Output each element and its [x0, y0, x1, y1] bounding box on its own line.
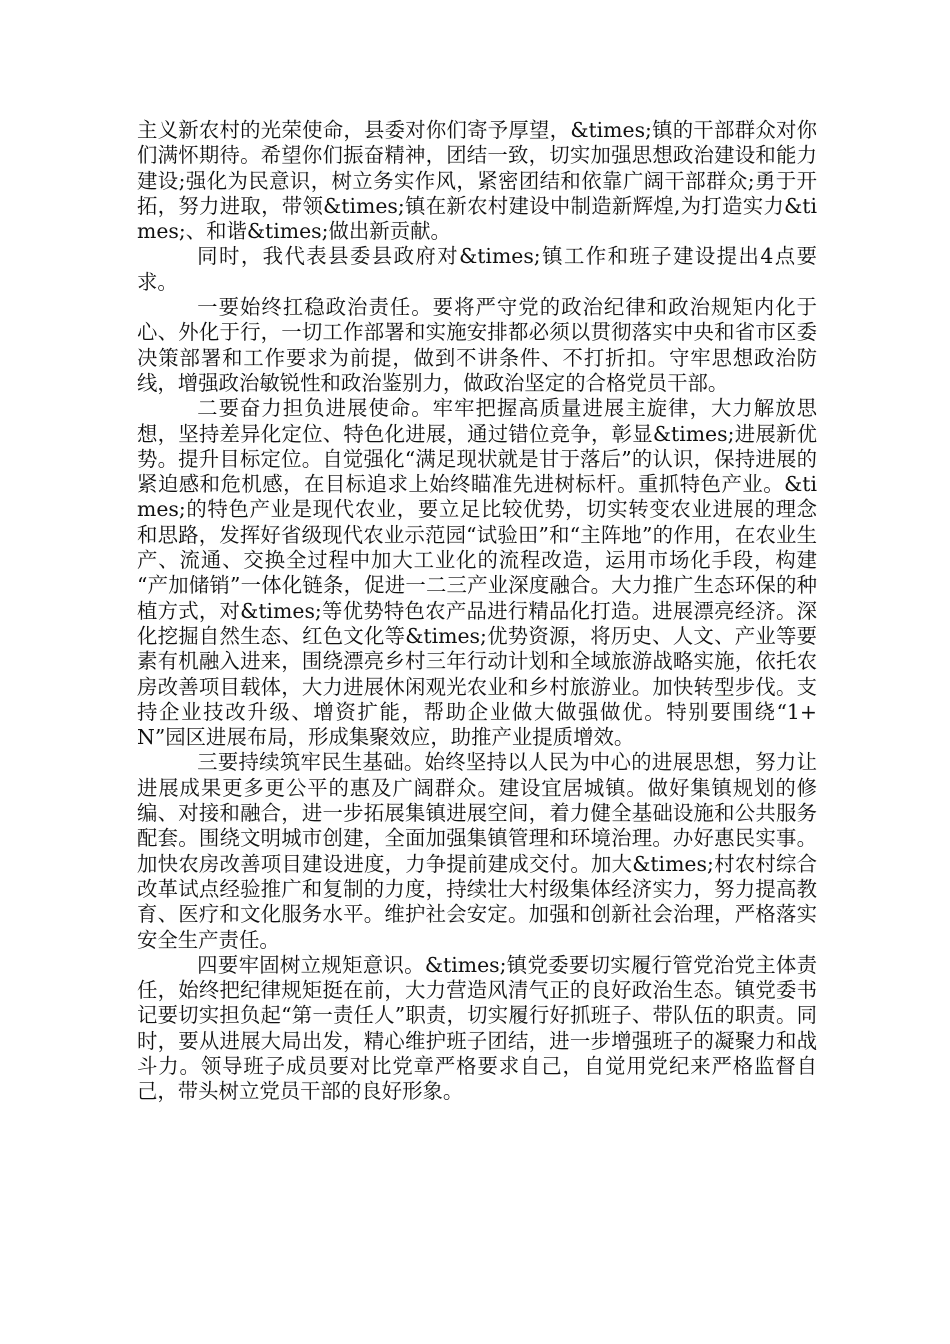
- document-body: [137, 118, 817, 1105]
- paragraph-requirements-intro: 同时，我代表县委县政府对&times;镇工作和班子建设提出4点要求。: [137, 244, 817, 294]
- paragraph-requirement-1: 一要始终扛稳政治责任。要将严守党的政治纪律和政治规矩内化于心、外化于行，一切工作部署和实施安排都必须以贯彻落实中央和省市区委决策部署和工作要求为前提，做到不讲条件、不打折扣。守牢思想政治防线，增强政治敏锐性和政治鉴别力，做政治坚定的合格党员干部。: [137, 295, 817, 395]
- paragraph-continuation: 主义新农村的光荣使命，县委对你们寄予厚望，&times;镇的干部群众对你们满怀期待。希望你们振奋精神，团结一致，切实加强思想政治建设和能力建设;强化为民意识，树立务实作风，紧密团结和依靠广阔干部群众;勇于开拓，努力进取，带领&times;镇在新农村建设中制造新辉煌,为打造实力&times;、和谐&times;做出新贡献。: [137, 118, 817, 244]
- paragraph-requirement-4: 四要牢固树立规矩意识。&times;镇党委要切实履行管党治党主体责任，始终把纪律规矩挺在前，大力营造风清气正的良好政治生态。镇党委书记要切实担负起“第一责任人”职责，切实履行好抓班子、带队伍的职责。同时，要从进展大局出发，精心维护班子团结，进一步增强班子的凝聚力和战斗力。领导班子成员要对比党章严格要求自己，自觉用党纪来严格监督自己，带头树立党员干部的良好形象。: [137, 952, 817, 1104]
- paragraph-requirement-2: 二要奋力担负进展使命。牢牢把握高质量进展主旋律，大力解放思想，坚持差异化定位、特色化进展，通过错位竞争，彰显&times;进展新优势。提升目标定位。自觉强化“满足现状就是甘于落后”的认识，保持进展的紧迫感和危机感，在目标追求上始终瞄准先进树标杆。重抓特色产业。&times;的特色产业是现代农业，要立足比较优势，切实转变农业进展的理念和思路，发挥好省级现代农业示范园“试验田”和“主阵地”的作用，在农业生产、流通、交换全过程中加大工业化的流程改造，运用市场化手段，构建 “产加储销”一体化链条，促进一二三产业深度融合。大力推广生态环保的种植方式，对&times;等优势特色农产品进行精品化打造。进展漂亮经济。深化挖掘自然生态、红色文化等&times;优势资源，将历史、人文、产业等要素有机融入进来，围绕漂亮乡村三年行动计划和全域旅游战略实施，依托农房改善项目载体，大力进展休闲观光农业和乡村旅游业。加快转型步伐。支持企业技改升级、增资扩能，帮助企业做大做强做优。特别要围绕“1+N”园区进展布局，形成集聚效应，助推产业提质增效。: [137, 396, 817, 750]
- paragraph-requirement-3: 三要持续筑牢民生基础。始终坚持以人民为中心的进展思想，努力让进展成果更多更公平的惠及广阔群众。建设宜居城镇。做好集镇规划的修编、对接和融合，进一步拓展集镇进展空间，着力健全基础设施和公共服务配套。围绕文明城市创建，全面加强集镇管理和环境治理。办好惠民实事。加快农房改善项目建设进度，力争提前建成交付。加大&times;村农村综合改革试点经验推广和复制的力度，持续壮大村级集体经济实力，努力提高教育、医疗和文化服务水平。维护社会安定。加强和创新社会治理，严格落实安全生产责任。: [137, 750, 817, 952]
